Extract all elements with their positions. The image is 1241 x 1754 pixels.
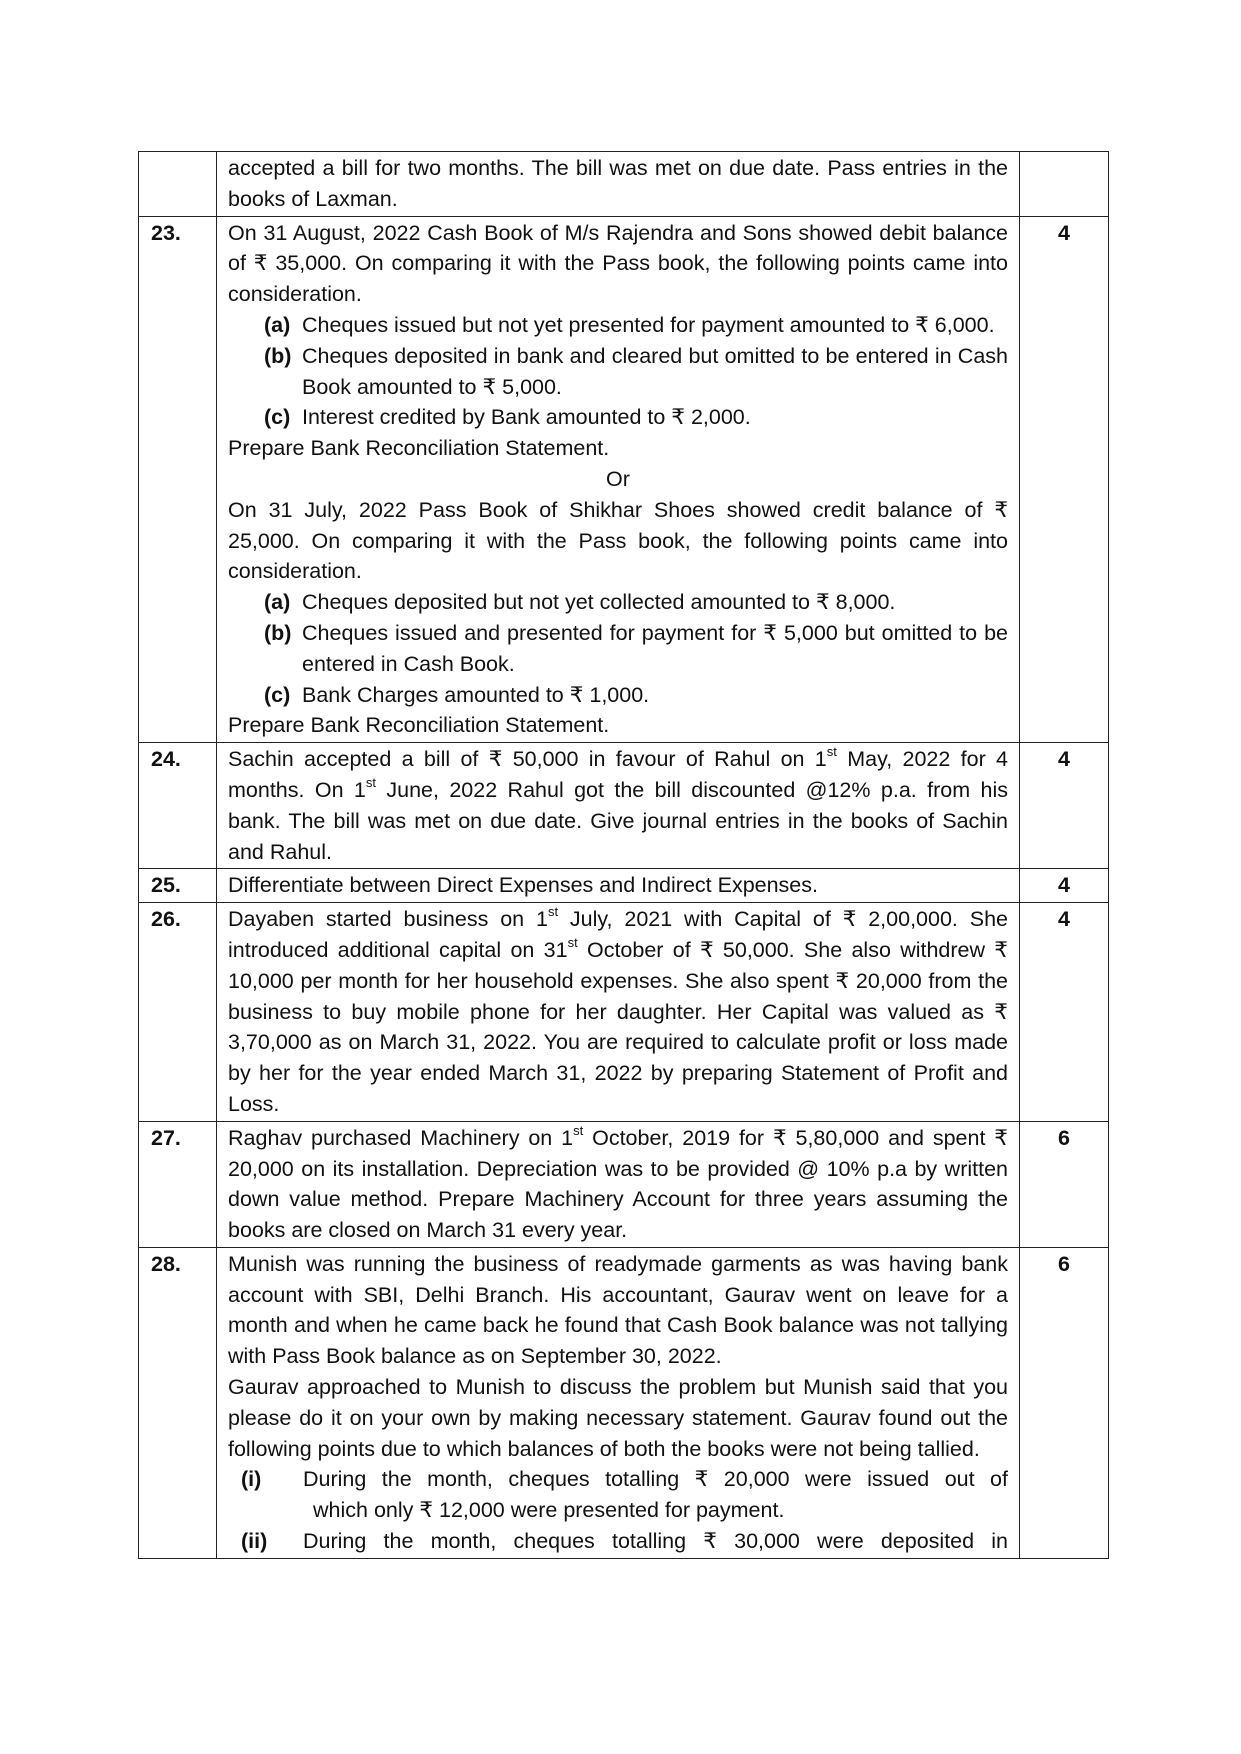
text-segment: June, 2022 Rahul got the bill discounted @12% p.a. from his bank. The bill was met on due date. Give journal entries in the books of Sachin and Rahul. bbox=[228, 777, 1008, 864]
list-item bbox=[228, 680, 1008, 711]
text-segment: Sachin accepted a bill of ₹ 50,000 in favour of Rahul on 1 bbox=[228, 747, 827, 772]
list-item bbox=[228, 1526, 1008, 1557]
list-item bbox=[228, 587, 1008, 618]
or-separator: Or bbox=[606, 466, 630, 491]
item-text: Interest credited by Bank amounted to ₹ 2,000. bbox=[302, 405, 751, 430]
question-instruction: Prepare Bank Reconciliation Statement. bbox=[228, 436, 610, 461]
question-row-28 bbox=[139, 1247, 1109, 1558]
item-label: (a) bbox=[264, 590, 291, 615]
ordinal-suffix: st bbox=[547, 903, 559, 919]
questions-table bbox=[138, 151, 1109, 1559]
item-text: Cheques deposited in bank and cleared but omitted to be entered in Cash Book amounted to ₹ 5,000. bbox=[302, 343, 1008, 399]
question-row-23 bbox=[139, 216, 1109, 743]
question-number: 26. bbox=[139, 903, 217, 1122]
ordinal-suffix: st bbox=[826, 743, 837, 759]
list-item bbox=[228, 618, 1008, 680]
question-paragraph: On 31 July, 2022 Pass Book of Shikhar Shoes showed credit balance of ₹ 25,000. On comparing it with the Pass book, the following points came into consideration. bbox=[228, 497, 1008, 584]
question-paragraph bbox=[228, 904, 1008, 1120]
item-label: (i) bbox=[241, 1467, 262, 1492]
list-item bbox=[228, 341, 1008, 403]
question-marks: 6 bbox=[1020, 1121, 1109, 1247]
question-marks: 4 bbox=[1020, 743, 1109, 869]
question-marks: 4 bbox=[1020, 216, 1109, 743]
question-text bbox=[217, 1247, 1020, 1558]
question-marks: 6 bbox=[1020, 1247, 1109, 1558]
text-segment: Dayaben started business on 1 bbox=[228, 907, 548, 932]
question-text bbox=[217, 869, 1020, 903]
list-item bbox=[228, 1464, 1008, 1526]
question-paragraph bbox=[228, 744, 1008, 867]
text-segment: October of ₹ 50,000. She also withdrew ₹ 10,000 per month for her household expenses. She also spent ₹ 20,000 from the business to buy mobile phone for her daughter. Her Capital was valued as ₹ 3,70,000 as on March 31, 2022. You are required to calculate profit or loss made by her for the year ended March 31, 2022 by preparing Statement of Profit and Loss. bbox=[228, 937, 1008, 1116]
question-row-24 bbox=[139, 743, 1109, 869]
question-number: 25. bbox=[139, 869, 217, 903]
item-line: During the month, cheques totalling ₹ 30,000 were deposited in bbox=[303, 1529, 1008, 1554]
item-label: (b) bbox=[264, 620, 292, 645]
question-number: 27. bbox=[139, 1121, 217, 1247]
item-text: Cheques deposited but not yet collected amounted to ₹ 8,000. bbox=[302, 590, 896, 615]
item-text bbox=[303, 1526, 1008, 1557]
question-number bbox=[139, 152, 217, 217]
list-item bbox=[228, 310, 1008, 341]
item-label: (ii) bbox=[241, 1529, 268, 1554]
item-label: (c) bbox=[264, 682, 291, 707]
text-segment: July, 2021 with Capital of ₹ 2,00,000. She introduced additional capital on 31 bbox=[228, 907, 1008, 962]
question-marks: 4 bbox=[1020, 903, 1109, 1122]
text-segment: October, 2019 for ₹ 5,80,000 and spent ₹ 20,000 on its installation. Depreciation was to be provided @ 10% p.a by written down value method. Prepare Machinery Account for three years assuming the books are closed on March 31 every year. bbox=[228, 1125, 1008, 1243]
item-text bbox=[303, 1464, 1008, 1526]
question-number: 28. bbox=[139, 1247, 217, 1558]
question-paragraph: On 31 August, 2022 Cash Book of M/s Rajendra and Sons showed debit balance of ₹ 35,000. On comparing it with the Pass book, the following points came into consideration. bbox=[228, 220, 1008, 307]
question-text bbox=[217, 1121, 1020, 1247]
question-text bbox=[217, 743, 1020, 869]
item-label: (b) bbox=[264, 343, 292, 368]
question-number: 24. bbox=[139, 743, 217, 869]
question-text bbox=[217, 152, 1020, 217]
item-label: (c) bbox=[264, 405, 291, 430]
question-row-26 bbox=[139, 903, 1109, 1122]
question-paragraph: accepted a bill for two months. The bill was met on due date. Pass entries in the books of Laxman. bbox=[228, 156, 1008, 211]
question-marks: 4 bbox=[1020, 869, 1109, 903]
question-paragraph: Gaurav approached to Munish to discuss the problem but Munish said that you please do it on your own by making necessary statement. Gaurav found out the following points due to which balances of both the books were not being tallied. bbox=[228, 1375, 1008, 1461]
question-text bbox=[217, 903, 1020, 1122]
item-line: which only ₹ 12,000 were presented for payment. bbox=[313, 1498, 785, 1523]
question-row-continuation bbox=[139, 152, 1109, 217]
question-row-27 bbox=[139, 1121, 1109, 1247]
list-item bbox=[228, 402, 1008, 433]
text-segment: Raghav purchased Machinery on 1 bbox=[228, 1125, 574, 1150]
question-paragraph bbox=[228, 1123, 1008, 1246]
item-text: Cheques issued and presented for payment for ₹ 5,000 but omitted to be entered in Cash Book. bbox=[302, 620, 1008, 676]
question-number: 23. bbox=[139, 216, 217, 743]
question-paragraph: Munish was running the business of readymade garments as was having bank account with SBI, Delhi Branch. His accountant, Gaurav went on leave for a month and when he came back he found that Cash Book balance was not tallying with Pass Book balance as on September 30, 2022. bbox=[228, 1251, 1008, 1369]
ordinal-suffix: st bbox=[573, 1122, 584, 1138]
question-marks bbox=[1020, 152, 1109, 217]
question-paragraph: Differentiate between Direct Expenses and Indirect Expenses. bbox=[228, 873, 818, 898]
question-text bbox=[217, 216, 1020, 743]
item-text: Bank Charges amounted to ₹ 1,000. bbox=[302, 682, 650, 707]
question-row-25 bbox=[139, 869, 1109, 903]
text-segment: May, 2022 for 4 months. On 1 bbox=[228, 747, 1009, 802]
item-text: Cheques issued but not yet presented for payment amounted to ₹ 6,000. bbox=[302, 312, 995, 337]
item-label: (a) bbox=[264, 312, 291, 337]
ordinal-suffix: st bbox=[567, 934, 578, 950]
question-instruction: Prepare Bank Reconciliation Statement. bbox=[228, 713, 610, 738]
ordinal-suffix: st bbox=[365, 774, 376, 790]
item-line: During the month, cheques totalling ₹ 20,000 were issued out of bbox=[303, 1467, 1008, 1492]
